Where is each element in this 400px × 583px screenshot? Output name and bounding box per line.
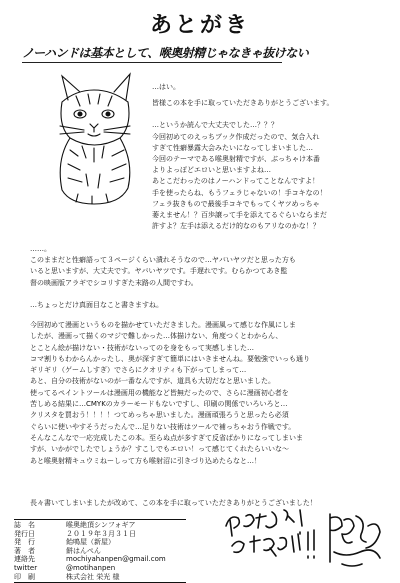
colophon-value: 喉奥絶頂シンフォギア [66,521,136,529]
body-line: 苦しめる結果に…CMYKのカラーモードもないですし、印刷の関係でいろいろと… [30,400,288,409]
colophon-value: 餅はんぺん [66,546,101,555]
intro-line: 今回のテーマである喉奥射精ですが、ぶっちゃけ本番 [152,155,320,164]
intro-line: あとこだわったのはノーハンドってことなんですよ！ [152,177,320,186]
intro-line [152,109,388,120]
ellipsis-text: ……。 [30,245,51,253]
intro-line: 許すよ？左手は添えるだけ的なのもアリなのかな！？ [152,222,320,231]
body-line: …ちょっとだけ真面目なこと書きますね。 [30,301,163,309]
body-line: あと喉奥射精キュウミねーしって方も喉射沼に引きづり込めたらなと…！ [30,456,261,465]
body-line: クリスタを買おう！！！！つてめっちゃ思いました。漫画頑張ろうと思ったら必須 [30,411,289,420]
intro-line: 手を使ったらね、もうフェラじゃないの！手コキなの！ [152,188,327,197]
intro-line: 皆様この本を手に取っていただきありがとうございます。 [152,99,334,107]
intro-line: よりよっぽどエロいと思いますよね… [152,166,271,175]
colophon-row [14,547,166,556]
body-line: ぐらいに使いやすそうだったんで…足りない技術はツールで補っちゃおう作戦です。 [30,422,296,431]
body-line: とことん絵が描けない・技術がないってのを身をもって実感しました… [30,343,254,352]
colophon-key: 誌 名 [14,521,35,529]
intro-line: …というか読んで大丈夫でした…？？？ [152,121,278,130]
colophon-row [14,564,166,573]
colophon-value: mochiyahanpen@gmail.com [66,555,166,564]
colophon-key: 発行日 [14,529,35,538]
body-line: 今回初めて漫画というものを描かせていただきました。漫画風って感じな作風にしま [30,321,296,329]
colophon-key: 印 刷 [14,572,35,581]
page-title: あとがき [149,12,250,38]
intro-line: 萎えません！？百歩譲って手を添えてるぐらいならまだ [152,211,327,220]
intro-line: 今回初めてのえっちブック作成だったので、気合入れ [152,132,320,141]
body-paragraph-2 [30,300,375,311]
body-line: すが、いかがでしたでしょうか？すこしでもエロい！って感じてくれたらいいな～ [30,445,289,454]
intro-line: すぎて性癖暴露大会みたいになってしまいました… [152,143,313,152]
colophon-row [14,530,166,539]
body-line: コマ割りもわからんかったし、奥が深すぎて簡単にはいきませんね。要勉強でいっも通り [30,354,310,363]
ellipsis-line [30,244,375,255]
closing-line: 長々書いてしまいましたが改めて、この本を手に取っていただきありがとうございました！ [30,499,317,507]
artist-signature [322,506,386,572]
body-line: このままだと性癖語って３ページくらい潰れそうなので…ヤバいヤツだと思った方も [30,256,296,264]
colophon-row [14,538,166,547]
colophon-row [14,555,166,564]
colophon-key: 連絡先 [14,555,35,564]
colophon [14,519,186,583]
body-line: ギリギリ（ゲームしすぎ）でさらにクオリティも下がってしまって… [30,366,247,375]
body-line: そんなこんなで一応完成したこの本。至らぬ点が多すぎて反省ばかりになってしまいま [30,433,303,442]
colophon-value: ２０１９年３月３１日 [66,529,136,538]
colophon-value: @motihanpen [66,563,116,572]
subtitle: ノーハンドは基本として、喉奥射精じゃなきゃ抜けない [22,44,282,63]
body-line: したが、漫画って描くのマジで難しかった…体描けない、角度つくとわからん、 [30,332,283,341]
colophon-top-rule [14,519,186,520]
colophon-value: 株式会社 栄光 様 [66,572,120,581]
handwritten-thanks [220,506,320,572]
intro-line: フェラ抜きもので最後手コキでもってくヤツめっちゃ [152,199,320,208]
colophon-table [14,521,166,581]
colophon-key: 発 行 [14,538,35,547]
colophon-key: 著 者 [14,546,35,555]
body-line: あと、自分の技術がないのが一番なんですが、道具も大切だなと思いました。 [30,377,275,386]
colophon-row [14,521,166,530]
colophon-key: twitter [14,563,38,572]
colophon-row [14,573,166,582]
body-line: いると思いますが、大丈夫です。ヤバいヤツです。手遅れです。むらかつてあき監 [30,267,288,276]
body-line: 督の映画版アラギでシコリすぎた末路の人間ですわ。 [30,278,198,287]
intro-paragraph [152,98,388,232]
cat-illustration [40,66,148,208]
body-line: 使ってるペイントツールは漫画用の機能など皆無だったので、さらに漫画初心者を [30,388,289,397]
colophon-value: 飴鳴屋（新屋） [66,538,115,547]
body-paragraph-3 [30,320,375,467]
body-paragraph-1 [30,255,375,289]
hai-text: …はい。 [152,83,180,91]
